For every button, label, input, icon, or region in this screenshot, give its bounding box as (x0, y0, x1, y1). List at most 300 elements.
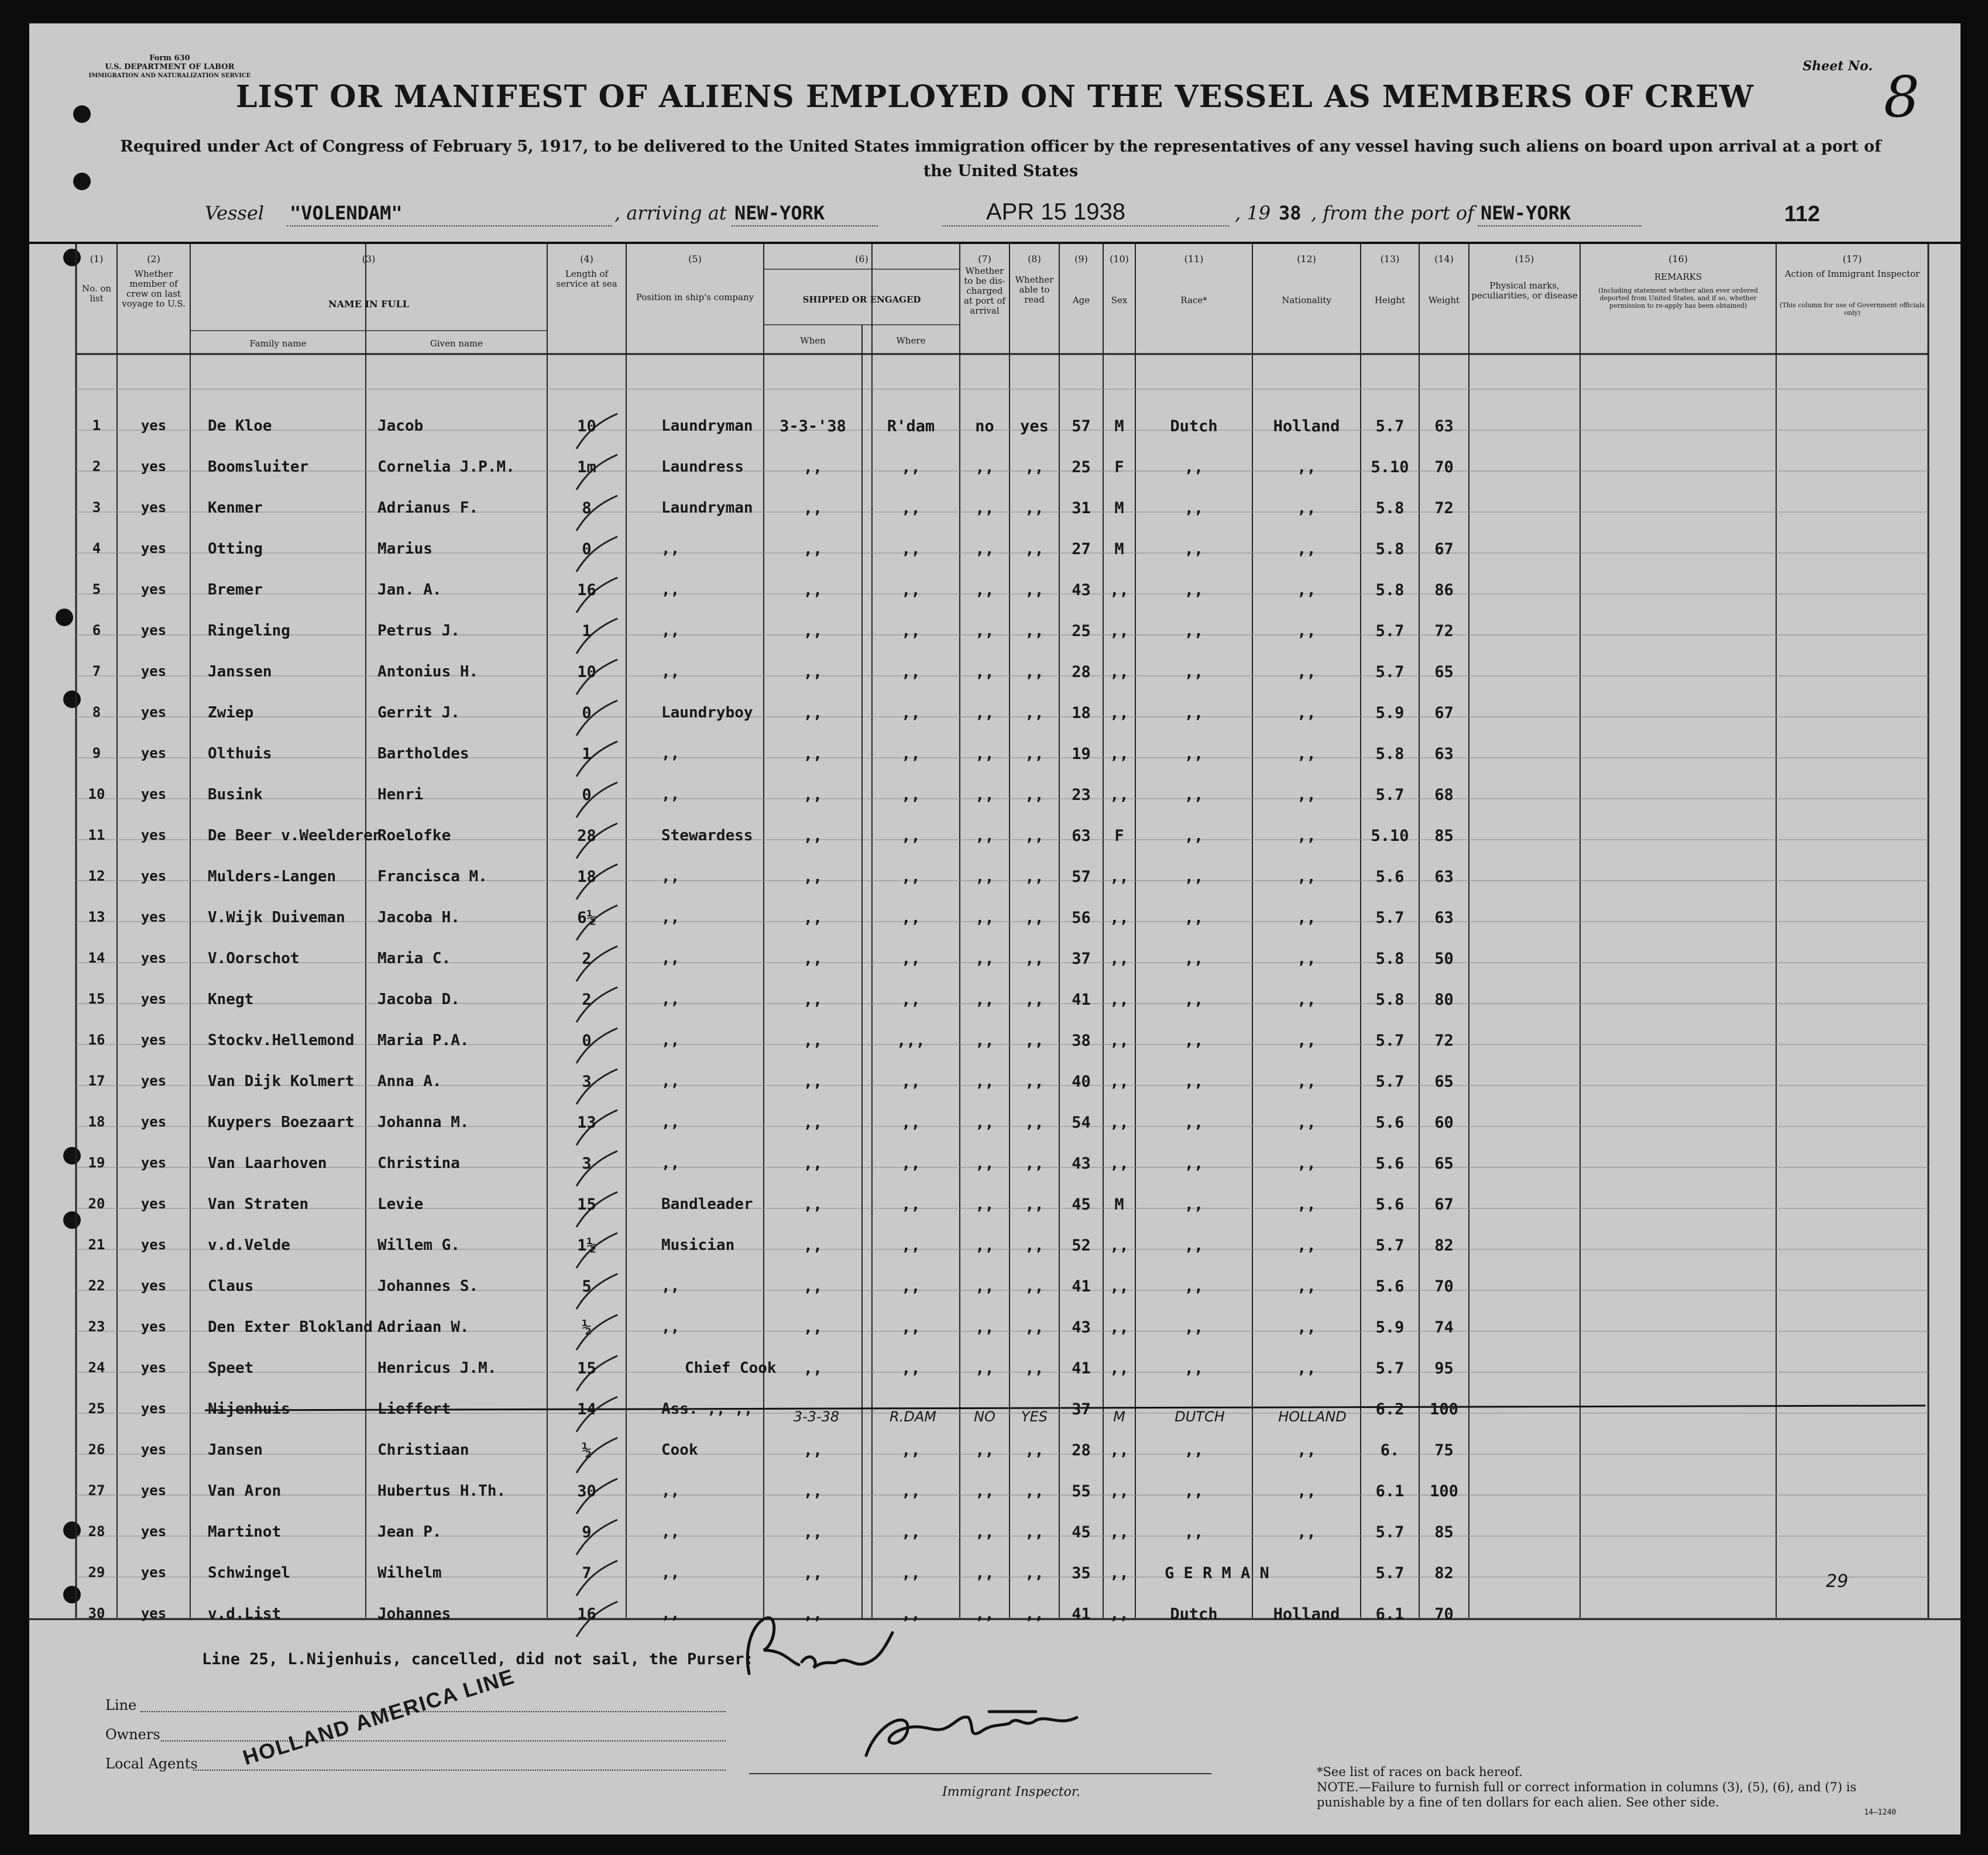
cell-discharged: ,, (975, 1196, 994, 1214)
cell-height: 5.8 (1375, 745, 1405, 763)
cell-position: ,, (661, 1032, 680, 1049)
cell-age: 45 (1072, 1523, 1091, 1541)
cell-discharged: ,, (975, 1073, 994, 1091)
cell-nationality: ,, (1297, 1523, 1316, 1541)
cell-weight: 70 (1434, 1605, 1454, 1623)
cell-discharged: ,, (975, 622, 994, 640)
cell-race: ,, (1184, 540, 1204, 558)
cell-when: ,, (803, 1359, 823, 1377)
cell-member: yes (140, 1196, 167, 1212)
cell-age: 56 (1072, 909, 1091, 927)
cell-race: ,, (1184, 1441, 1204, 1459)
cell-no: 21 (88, 1236, 105, 1253)
cell-age: 38 (1072, 1032, 1091, 1050)
cell-given: Lieffert (377, 1400, 451, 1418)
cell-sex: ,, (1110, 622, 1129, 640)
cell-given: Maria C. (377, 950, 451, 967)
cell-service: 2 (582, 950, 592, 968)
from-port: NEW-YORK (1481, 202, 1571, 224)
cell-where: ,, (901, 540, 921, 558)
cell-weight: 63 (1434, 868, 1454, 886)
cell-sex: ,, (1110, 1359, 1129, 1377)
cell-no: 6 (92, 622, 101, 638)
cell-when: ,, (803, 1073, 823, 1091)
cell-when: ,, (803, 1277, 823, 1296)
cell-read: ,, (1025, 1114, 1044, 1132)
cell-nationality: ,, (1297, 663, 1316, 681)
vessel-name: "VOLENDAM" (290, 202, 403, 224)
sheet-number: 8 (1883, 64, 1920, 130)
cell-member: yes (140, 909, 167, 925)
column-number: (13) (1380, 253, 1400, 264)
cell-age: 52 (1072, 1236, 1091, 1255)
cell-read: ,, (1025, 458, 1044, 476)
cell-no: 24 (88, 1359, 105, 1376)
cell-when: ,, (803, 1523, 823, 1541)
cell-read: ,, (1025, 950, 1044, 968)
cell-family: Busink (208, 786, 263, 803)
cell-service: 18 (577, 868, 596, 886)
form-number: Form 630 (149, 54, 190, 63)
cell-position: ,, (661, 991, 680, 1008)
column-number: (1) (90, 253, 104, 264)
column-heading-member-last-voyage: Whether member of crew on last voyage to U.S. (122, 269, 186, 309)
cell-age: 40 (1072, 1073, 1091, 1091)
cell-nationality: Holland (1273, 417, 1340, 435)
year-label: , 19 (1235, 202, 1271, 224)
cell-member: yes (140, 745, 167, 761)
cell-given: Hubertus H.Th. (377, 1482, 506, 1500)
cell-race: ,, (1184, 622, 1204, 640)
column-number: (11) (1184, 253, 1204, 264)
column-heading-discharged: Whether to be dis-charged at port of arrival (964, 266, 1005, 316)
cell-discharged: ,, (975, 827, 994, 845)
cell-read: ,, (1025, 1605, 1044, 1623)
cell-race: Dutch (1170, 1605, 1218, 1623)
cell-read: ,, (1025, 1073, 1044, 1091)
cell-weight: 60 (1434, 1114, 1454, 1132)
cell-no: 13 (88, 909, 105, 925)
cell-given: Jacob (377, 417, 424, 435)
agents-label: Local Agents (105, 1756, 198, 1772)
cell-given: Jean P. (377, 1523, 442, 1541)
cell-race: ,, (1184, 458, 1204, 476)
cell-height: 5.6 (1375, 1114, 1405, 1132)
cell-sex: F (1114, 827, 1124, 845)
cell-family: v.d.Velde (208, 1236, 290, 1254)
cell-when: ,, (803, 1155, 823, 1173)
column-number: (9) (1074, 253, 1088, 264)
cell-service: 0 (582, 704, 592, 722)
cell-read: ,, (1025, 704, 1044, 722)
cell-discharged: ,, (975, 1114, 994, 1132)
purser-signature (732, 1609, 925, 1685)
cell-service: 16 (577, 1605, 596, 1623)
cell-age: 43 (1072, 581, 1091, 599)
cell-service: 10 (577, 417, 596, 435)
cell-member: yes (140, 622, 167, 638)
cell-height: 6. (1380, 1441, 1400, 1459)
cell-position: Ass. ,, ,, (661, 1400, 753, 1418)
department: U.S. DEPARTMENT OF LABOR (105, 63, 235, 71)
cell-family: Van Straten (208, 1196, 309, 1213)
cell-when: ,, (803, 1605, 823, 1623)
cell-read: ,, (1025, 1277, 1044, 1296)
cell-race: ,, (1184, 1359, 1204, 1377)
cell-read: ,, (1025, 827, 1044, 845)
cell-where: ,, (901, 786, 921, 804)
cell-height: 5.7 (1375, 909, 1405, 927)
column-heading-no-on-list: No. on list (81, 283, 112, 304)
cell-family: Kuypers Boezaart (208, 1114, 355, 1131)
cell-discharged: ,, (975, 745, 994, 763)
cell-no: 4 (92, 540, 101, 556)
cell-height: 5.8 (1375, 581, 1405, 599)
cell-discharged: ,, (975, 540, 994, 558)
cell-service: ½ (582, 1441, 592, 1459)
cell-given: Jacoba D. (377, 991, 460, 1008)
cell-read: ,, (1025, 991, 1044, 1009)
cell-where: ,, (901, 1523, 921, 1541)
cell-where: ,, (901, 1073, 921, 1091)
cell-height: 6.2 (1375, 1400, 1405, 1418)
cell-where: ,, (901, 663, 921, 681)
cell-nationality: ,, (1297, 1032, 1316, 1050)
cell-weight: 67 (1434, 704, 1454, 722)
cell-given: Maria P.A. (377, 1032, 469, 1049)
cell-position: ,, (661, 745, 680, 762)
cell-service: 30 (577, 1482, 596, 1500)
column-number: (15) (1515, 253, 1534, 264)
cell-member: yes (140, 1482, 167, 1499)
cell-member: yes (140, 827, 167, 843)
cell-race: Dutch (1170, 417, 1218, 435)
cell-member: yes (140, 950, 167, 966)
cell-discharged: ,, (975, 1032, 994, 1050)
column-heading-length-service: Length of service at sea (556, 269, 617, 289)
cell-height: 5.7 (1375, 417, 1405, 435)
cell-member: yes (140, 581, 167, 597)
cell-no: 3 (92, 499, 101, 516)
cell-read: ,, (1025, 1196, 1044, 1214)
cell-height: 5.7 (1375, 1032, 1405, 1050)
cell-no: 11 (88, 827, 105, 843)
cell-race: ,, (1184, 1155, 1204, 1173)
cell-race: ,, (1184, 1523, 1204, 1541)
arriving-port: NEW-YORK (734, 202, 825, 224)
cell-height: 5.8 (1375, 540, 1405, 558)
column-heading-shipped-engaged: SHIPPED OR ENGAGED (802, 294, 921, 305)
cell-given: Jacoba H. (377, 909, 460, 926)
cell-given: Levie (377, 1196, 424, 1213)
cell-family: Mulders-Langen (208, 868, 337, 885)
cell-position: Laundress (661, 458, 744, 476)
cell-when: ,, (803, 745, 823, 763)
cell-member: yes (140, 1564, 167, 1581)
cell-service: 1m (577, 458, 596, 476)
cell-height: 5.6 (1375, 868, 1405, 886)
cell-sex: ,, (1110, 1073, 1129, 1091)
cell-sex: ,, (1110, 1564, 1129, 1582)
cell-sex: ,, (1110, 868, 1129, 886)
sheet-no-label: Sheet No. (1802, 59, 1873, 74)
cell-when: ,, (803, 786, 823, 804)
cell-service: 6½ (577, 909, 596, 927)
cell-where: ,, (901, 909, 921, 927)
cell-race: ,, (1184, 786, 1204, 804)
cell-given: Jan. A. (377, 581, 442, 599)
cell-height: 6.1 (1375, 1605, 1405, 1623)
cell-position: ,, (661, 663, 680, 681)
cell-service: 16 (577, 581, 596, 599)
cell-where: ,, (901, 499, 921, 517)
handwritten-nationality: HOLLAND (1278, 1409, 1347, 1425)
cell-age: 28 (1072, 663, 1091, 681)
cell-age: 41 (1072, 991, 1091, 1009)
cell-member: yes (140, 1032, 167, 1048)
cell-weight: 63 (1434, 909, 1454, 927)
cell-weight: 65 (1434, 1073, 1454, 1091)
column-number: (3) (362, 253, 376, 264)
cell-no: 14 (88, 950, 105, 966)
cell-sex: ,, (1110, 704, 1129, 722)
column-heading-remarks: REMARKS (1654, 272, 1702, 282)
handwritten-where: R.DAM (890, 1409, 936, 1425)
cell-member: yes (140, 1400, 167, 1417)
cell-sex: ,, (1110, 1605, 1129, 1623)
cell-member: yes (140, 417, 167, 434)
cell-when: ,, (803, 827, 823, 845)
cell-no: 15 (88, 991, 105, 1007)
cell-family: v.d.List (208, 1605, 281, 1623)
handwritten-read: YES (1021, 1409, 1048, 1425)
cell-read: ,, (1025, 1236, 1044, 1255)
cell-age: 25 (1072, 458, 1091, 476)
cell-member: yes (140, 458, 167, 475)
cell-service: 10 (577, 663, 596, 681)
cell-position: Cook (661, 1441, 698, 1459)
cell-no: 8 (92, 704, 101, 720)
cell-discharged: ,, (975, 1523, 994, 1541)
cell-where: ,, (901, 458, 921, 476)
cell-sex: M (1114, 499, 1124, 517)
cell-given: Christina (377, 1155, 460, 1172)
page-reference: 112 (1784, 202, 1820, 226)
cell-height: 5.9 (1375, 704, 1405, 722)
cell-no: 30 (88, 1605, 105, 1622)
cell-family: De Kloe (208, 417, 272, 435)
cell-position: ,, (661, 786, 680, 803)
cell-no: 20 (88, 1196, 105, 1212)
column-heading-when: When (800, 335, 826, 346)
cancellation-note: Line 25, L.Nijenhuis, cancelled, did not sail, the Purser: (202, 1650, 754, 1668)
cell-where: ,, (901, 745, 921, 763)
cell-weight: 100 (1430, 1482, 1458, 1500)
cell-when: ,, (803, 499, 823, 517)
cell-no: 9 (92, 745, 101, 761)
cell-read: ,, (1025, 540, 1044, 558)
cell-sex: ,, (1110, 1441, 1129, 1459)
cell-discharged: ,, (975, 991, 994, 1009)
cell-weight: 50 (1434, 950, 1454, 968)
cell-age: 55 (1072, 1482, 1091, 1500)
cell-sex: ,, (1110, 1277, 1129, 1296)
cell-race: ,, (1184, 1032, 1204, 1050)
cell-position: ,, (661, 1523, 680, 1541)
cell-weight: 63 (1434, 745, 1454, 763)
cell-where: ,, (901, 991, 921, 1009)
cell-nationality: ,, (1297, 540, 1316, 558)
cell-height: 5.8 (1375, 499, 1405, 517)
cell-where: ,, (901, 1236, 921, 1255)
cell-no: 28 (88, 1523, 105, 1540)
cell-given: Adrianus F. (377, 499, 479, 517)
cell-nationality: ,, (1297, 868, 1316, 886)
cell-family: Nijenhuis (208, 1400, 290, 1418)
cell-sex: ,, (1110, 663, 1129, 681)
cell-age: 19 (1072, 745, 1091, 763)
cell-age: 43 (1072, 1318, 1091, 1337)
cell-sex: ,, (1110, 1236, 1129, 1255)
cell-age: 54 (1072, 1114, 1091, 1132)
cell-nationality: ,, (1297, 499, 1316, 517)
cell-member: yes (140, 704, 167, 720)
owners-label: Owners (105, 1726, 160, 1743)
cell-position: Laundryman (661, 499, 753, 517)
cell-weight: 67 (1434, 540, 1454, 558)
cell-family: Van Laarhoven (208, 1155, 327, 1172)
cell-nationality: ,, (1297, 1318, 1316, 1337)
cell-sex: ,, (1110, 1155, 1129, 1173)
cell-member: yes (140, 663, 167, 679)
cell-family: Olthuis (208, 745, 272, 762)
cell-race: ,, (1184, 909, 1204, 927)
cell-weight: 85 (1434, 1523, 1454, 1541)
cell-position: Laundryman (661, 417, 753, 435)
cell-nationality: ,, (1297, 704, 1316, 722)
cell-family: Zwiep (208, 704, 254, 722)
cell-family: Martinot (208, 1523, 281, 1541)
cell-weight: 67 (1434, 1196, 1454, 1214)
cell-service: 2 (582, 991, 592, 1009)
cell-position: Stewardess (661, 827, 753, 844)
cell-when: ,, (803, 1482, 823, 1500)
cell-member: yes (140, 1277, 167, 1294)
document-title: LIST OR MANIFEST OF ALIENS EMPLOYED ON THE VESSEL AS MEMBERS OF CREW (236, 79, 1754, 115)
cell-race: ,, (1184, 499, 1204, 517)
column-heading-nationality: Nationality (1282, 295, 1331, 305)
from-label: , from the port of (1311, 202, 1475, 224)
cell-given: Marius (377, 540, 432, 558)
column-number: (17) (1842, 253, 1862, 264)
cell-service: 3 (582, 1073, 592, 1091)
cell-sex: ,, (1110, 950, 1129, 968)
cell-where: ,, (901, 1277, 921, 1296)
cell-where: ,, (901, 581, 921, 599)
cell-family: Speet (208, 1359, 254, 1377)
cell-discharged: ,, (975, 663, 994, 681)
form-code: 14—1240 (1864, 1808, 1896, 1817)
arriving-label: , arriving at (614, 202, 727, 224)
cell-service: 14 (577, 1400, 596, 1418)
cell-position: ,, (661, 909, 680, 926)
cell-weight: 70 (1434, 458, 1454, 476)
cell-service: 28 (577, 827, 596, 845)
cell-when: ,, (803, 1114, 823, 1132)
cell-when: ,, (803, 704, 823, 722)
cell-sex: ,, (1110, 1114, 1129, 1132)
cell-when: ,, (803, 622, 823, 640)
cell-member: yes (140, 1523, 167, 1540)
cell-race: ,, (1184, 1196, 1204, 1214)
cell-sex: ,, (1110, 1482, 1129, 1500)
cell-race: ,, (1184, 991, 1204, 1009)
cell-age: 57 (1072, 417, 1091, 435)
cell-read: ,, (1025, 499, 1044, 517)
cell-when: ,, (803, 1564, 823, 1582)
cell-height: 5.6 (1375, 1277, 1405, 1296)
cell-position: Chief Cook (685, 1359, 777, 1377)
cell-service: 0 (582, 786, 592, 804)
cell-position: ,, (661, 868, 680, 885)
cell-nationality: ,, (1297, 458, 1316, 476)
cell-weight: 86 (1434, 581, 1454, 599)
cell-service: 0 (582, 540, 592, 558)
margin-mark: 29 (1826, 1571, 1849, 1592)
cell-position: ,, (661, 1318, 680, 1336)
cell-no: 16 (88, 1032, 105, 1048)
cell-race: ,, (1184, 1318, 1204, 1337)
cell-nationality: ,, (1297, 1441, 1316, 1459)
cell-age: 37 (1072, 950, 1091, 968)
cell-service: 8 (582, 499, 592, 517)
cell-nationality: ,, (1297, 1236, 1316, 1255)
cell-given: Francisca M. (377, 868, 487, 885)
cell-member: yes (140, 540, 167, 556)
cell-weight: 72 (1434, 1032, 1454, 1050)
cell-where: ,, (901, 1196, 921, 1214)
cell-height: 5.10 (1371, 458, 1409, 476)
cell-age: 25 (1072, 622, 1091, 640)
column-heading-physical-marks: Physical marks, peculiarities, or disease (1471, 280, 1578, 301)
column-heading-height: Height (1374, 295, 1406, 305)
cell-age: 41 (1072, 1605, 1091, 1623)
cell-member: yes (140, 991, 167, 1007)
cell-given: Petrus J. (377, 622, 460, 640)
cell-read: ,, (1025, 786, 1044, 804)
cell-position: ,, (661, 622, 680, 640)
column-heading-action-inspector: Action of Immigrant Inspector (1784, 269, 1920, 279)
cell-race: G E R M A N (1165, 1564, 1269, 1582)
handwritten-sex: M (1113, 1409, 1125, 1425)
handwritten-discharged: NO (974, 1409, 995, 1425)
cell-given: Johannes S. (377, 1277, 479, 1295)
cell-age: 27 (1072, 540, 1091, 558)
cell-position: ,, (661, 581, 680, 599)
column-number: (7) (978, 253, 991, 264)
cell-service: 7 (582, 1564, 592, 1582)
cell-position: Musician (661, 1236, 735, 1254)
cell-height: 5.7 (1375, 622, 1405, 640)
column-number: (12) (1297, 253, 1316, 264)
cell-when: ,, (803, 868, 823, 886)
cell-family: Stockv.Hellemond (208, 1032, 355, 1049)
cell-weight: 82 (1434, 1564, 1454, 1582)
cell-discharged: no (975, 417, 994, 435)
column-number: (16) (1668, 253, 1688, 264)
cell-where: ,, (901, 1605, 921, 1623)
cell-height: 5.7 (1375, 1073, 1405, 1091)
